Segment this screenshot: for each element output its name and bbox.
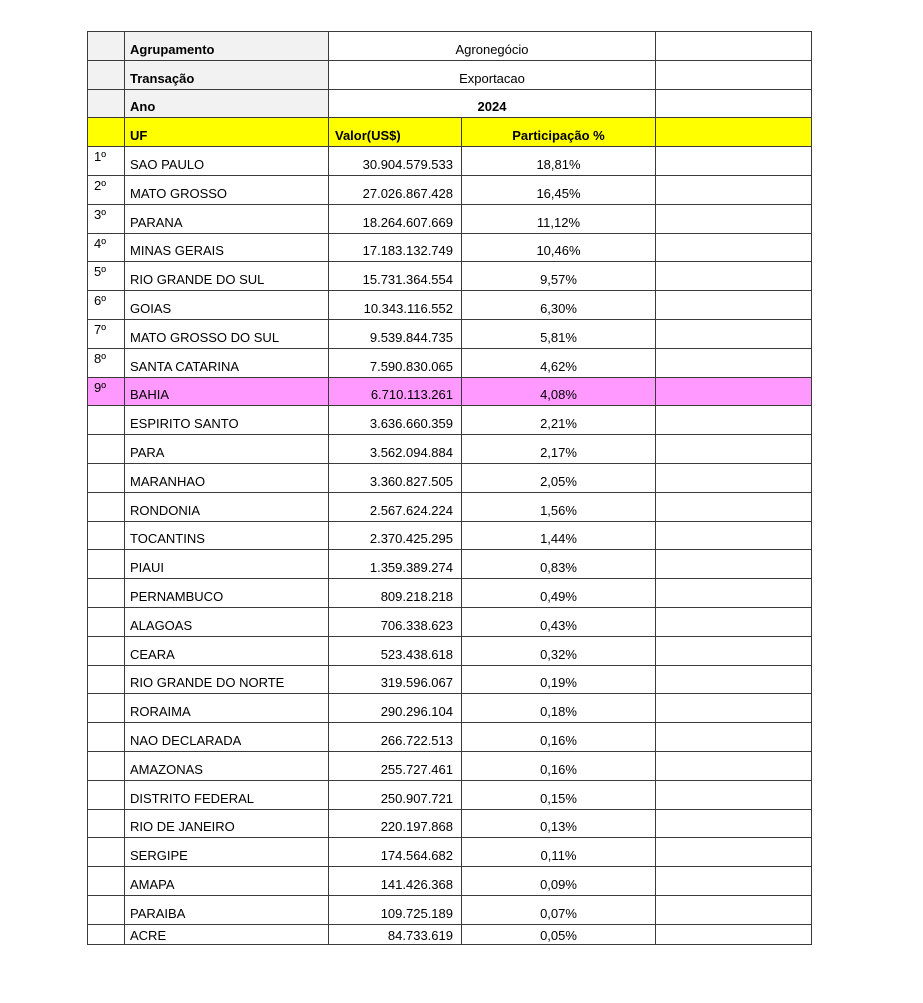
extra-cell [656, 723, 812, 752]
table-row [88, 867, 812, 896]
table-row [88, 780, 812, 809]
extra-cell [656, 809, 812, 838]
valor-cell: 220.197.868 [329, 809, 462, 838]
rank-cell [88, 723, 125, 752]
uf-cell: RORAIMA [125, 694, 329, 723]
valor-cell: 255.727.461 [329, 751, 462, 780]
transacao-value: Exportacao [329, 60, 656, 89]
valor-cell: 266.722.513 [329, 723, 462, 752]
table-row [88, 636, 812, 665]
uf-cell: MINAS GERAIS [125, 233, 329, 262]
extra-cell [656, 924, 812, 944]
table-row [88, 665, 812, 694]
uf-cell: PERNAMBUCO [125, 579, 329, 608]
extra-cell [656, 204, 812, 233]
table-row [88, 233, 812, 262]
table-row [88, 377, 812, 406]
uf-cell: GOIAS [125, 291, 329, 320]
participacao-cell: 0,43% [462, 607, 656, 636]
table-row [88, 348, 812, 377]
uf-cell: AMAZONAS [125, 751, 329, 780]
rank-cell: 8º [88, 348, 125, 377]
column-header-valor: Valor(US$) [329, 118, 462, 147]
extra-cell [656, 377, 812, 406]
uf-cell: DISTRITO FEDERAL [125, 780, 329, 809]
rank-cell [88, 579, 125, 608]
rank-cell [88, 867, 125, 896]
participacao-cell: 2,05% [462, 463, 656, 492]
uf-cell: PARAIBA [125, 895, 329, 924]
valor-cell: 174.564.682 [329, 838, 462, 867]
extra-cell [656, 319, 812, 348]
rank-cell: 3º [88, 204, 125, 233]
extra-cell [656, 406, 812, 435]
rank-cell [88, 924, 125, 944]
participacao-cell: 11,12% [462, 204, 656, 233]
valor-cell: 3.562.094.884 [329, 435, 462, 464]
uf-cell: SERGIPE [125, 838, 329, 867]
extra-cell [656, 463, 812, 492]
valor-cell: 6.710.113.261 [329, 377, 462, 406]
table-row [88, 607, 812, 636]
table-row [88, 521, 812, 550]
valor-cell: 1.359.389.274 [329, 550, 462, 579]
extra-cell [656, 751, 812, 780]
table-row [88, 435, 812, 464]
uf-cell: RIO GRANDE DO NORTE [125, 665, 329, 694]
extra-cell [656, 636, 812, 665]
rank-cell [88, 406, 125, 435]
column-header-extra [656, 118, 812, 147]
header-row-ano [88, 89, 812, 118]
uf-cell: RIO DE JANEIRO [125, 809, 329, 838]
agrupamento-label: Agrupamento [125, 32, 329, 61]
rank-cell [88, 521, 125, 550]
extra-cell [656, 665, 812, 694]
valor-cell: 319.596.067 [329, 665, 462, 694]
valor-cell: 7.590.830.065 [329, 348, 462, 377]
rank-cell [88, 780, 125, 809]
uf-cell: SAO PAULO [125, 147, 329, 176]
participacao-cell: 0,13% [462, 809, 656, 838]
valor-cell: 3.636.660.359 [329, 406, 462, 435]
rank-cell: 9º [88, 377, 125, 406]
rank-cell: 7º [88, 319, 125, 348]
participacao-cell: 5,81% [462, 319, 656, 348]
ano-value: 2024 [329, 89, 656, 118]
extra-cell [656, 435, 812, 464]
extra-cell [656, 607, 812, 636]
participacao-cell: 9,57% [462, 262, 656, 291]
participacao-cell: 0,19% [462, 665, 656, 694]
uf-cell: RIO GRANDE DO SUL [125, 262, 329, 291]
participacao-cell: 0,16% [462, 751, 656, 780]
table-row [88, 550, 812, 579]
rank-cell [88, 751, 125, 780]
table-row [88, 895, 812, 924]
valor-cell: 250.907.721 [329, 780, 462, 809]
uf-cell: AMAPA [125, 867, 329, 896]
valor-cell: 17.183.132.749 [329, 233, 462, 262]
uf-cell: NAO DECLARADA [125, 723, 329, 752]
participacao-cell: 0,15% [462, 780, 656, 809]
participacao-cell: 0,18% [462, 694, 656, 723]
rank-cell [88, 463, 125, 492]
extra-cell [656, 348, 812, 377]
valor-cell: 109.725.189 [329, 895, 462, 924]
valor-cell: 30.904.579.533 [329, 147, 462, 176]
extra-cell [656, 492, 812, 521]
table-row [88, 147, 812, 176]
uf-cell: MATO GROSSO [125, 175, 329, 204]
table-row [88, 406, 812, 435]
participacao-cell: 0,32% [462, 636, 656, 665]
header-rank-cell [88, 89, 125, 118]
uf-cell: ALAGOAS [125, 607, 329, 636]
header-extra-cell [656, 32, 812, 61]
valor-cell: 2.567.624.224 [329, 492, 462, 521]
uf-cell: BAHIA [125, 377, 329, 406]
column-header-rank [88, 118, 125, 147]
participacao-cell: 10,46% [462, 233, 656, 262]
rank-cell [88, 636, 125, 665]
rank-cell [88, 809, 125, 838]
header-rank-cell [88, 60, 125, 89]
uf-cell: ESPIRITO SANTO [125, 406, 329, 435]
table-row [88, 579, 812, 608]
valor-cell: 18.264.607.669 [329, 204, 462, 233]
header-row-transacao [88, 60, 812, 89]
valor-cell: 2.370.425.295 [329, 521, 462, 550]
rank-cell [88, 665, 125, 694]
table-row [88, 291, 812, 320]
agrupamento-value: Agronegócio [329, 32, 656, 61]
rank-cell: 4º [88, 233, 125, 262]
participacao-cell: 4,08% [462, 377, 656, 406]
table-row [88, 204, 812, 233]
extra-cell [656, 694, 812, 723]
participacao-cell: 0,49% [462, 579, 656, 608]
valor-cell: 9.539.844.735 [329, 319, 462, 348]
participacao-cell: 0,07% [462, 895, 656, 924]
extra-cell [656, 579, 812, 608]
column-header-participacao: Participação % [462, 118, 656, 147]
uf-cell: TOCANTINS [125, 521, 329, 550]
table-row [88, 924, 812, 944]
valor-cell: 523.438.618 [329, 636, 462, 665]
rank-cell: 6º [88, 291, 125, 320]
extra-cell [656, 147, 812, 176]
participacao-cell: 1,56% [462, 492, 656, 521]
uf-cell: RONDONIA [125, 492, 329, 521]
uf-cell: SANTA CATARINA [125, 348, 329, 377]
table-row [88, 809, 812, 838]
participacao-cell: 0,05% [462, 924, 656, 944]
valor-cell: 3.360.827.505 [329, 463, 462, 492]
extra-cell [656, 838, 812, 867]
table-row [88, 319, 812, 348]
table-row [88, 751, 812, 780]
table-row [88, 175, 812, 204]
extra-cell [656, 233, 812, 262]
header-extra-cell [656, 60, 812, 89]
table-row [88, 838, 812, 867]
extra-cell [656, 867, 812, 896]
rank-cell [88, 838, 125, 867]
rank-cell: 2º [88, 175, 125, 204]
uf-cell: PARANA [125, 204, 329, 233]
rank-cell [88, 895, 125, 924]
table-row [88, 262, 812, 291]
rank-cell: 1º [88, 147, 125, 176]
transacao-label: Transação [125, 60, 329, 89]
valor-cell: 15.731.364.554 [329, 262, 462, 291]
column-header-row [88, 118, 812, 147]
rank-cell: 5º [88, 262, 125, 291]
participacao-cell: 0,16% [462, 723, 656, 752]
uf-cell: CEARA [125, 636, 329, 665]
ano-label: Ano [125, 89, 329, 118]
rank-cell [88, 550, 125, 579]
extra-cell [656, 262, 812, 291]
uf-cell: PARA [125, 435, 329, 464]
column-header-uf: UF [125, 118, 329, 147]
extra-cell [656, 550, 812, 579]
valor-cell: 84.733.619 [329, 924, 462, 944]
table-row [88, 463, 812, 492]
valor-cell: 10.343.116.552 [329, 291, 462, 320]
rank-cell [88, 607, 125, 636]
valor-cell: 706.338.623 [329, 607, 462, 636]
valor-cell: 141.426.368 [329, 867, 462, 896]
header-row-agrupamento [88, 32, 812, 61]
table-row [88, 694, 812, 723]
participacao-cell: 0,09% [462, 867, 656, 896]
table-row [88, 492, 812, 521]
participacao-cell: 4,62% [462, 348, 656, 377]
uf-cell: PIAUI [125, 550, 329, 579]
extra-cell [656, 175, 812, 204]
participacao-cell: 1,44% [462, 521, 656, 550]
valor-cell: 290.296.104 [329, 694, 462, 723]
uf-cell: ACRE [125, 924, 329, 944]
participacao-cell: 2,21% [462, 406, 656, 435]
rank-cell [88, 492, 125, 521]
rank-cell [88, 435, 125, 464]
header-rank-cell [88, 32, 125, 61]
header-extra-cell [656, 89, 812, 118]
uf-cell: MARANHAO [125, 463, 329, 492]
uf-cell: MATO GROSSO DO SUL [125, 319, 329, 348]
participacao-cell: 0,11% [462, 838, 656, 867]
participacao-cell: 16,45% [462, 175, 656, 204]
export-table [87, 31, 812, 945]
valor-cell: 27.026.867.428 [329, 175, 462, 204]
rank-cell [88, 694, 125, 723]
extra-cell [656, 780, 812, 809]
extra-cell [656, 521, 812, 550]
extra-cell [656, 895, 812, 924]
participacao-cell: 18,81% [462, 147, 656, 176]
valor-cell: 809.218.218 [329, 579, 462, 608]
participacao-cell: 2,17% [462, 435, 656, 464]
participacao-cell: 6,30% [462, 291, 656, 320]
table-row [88, 723, 812, 752]
participacao-cell: 0,83% [462, 550, 656, 579]
extra-cell [656, 291, 812, 320]
